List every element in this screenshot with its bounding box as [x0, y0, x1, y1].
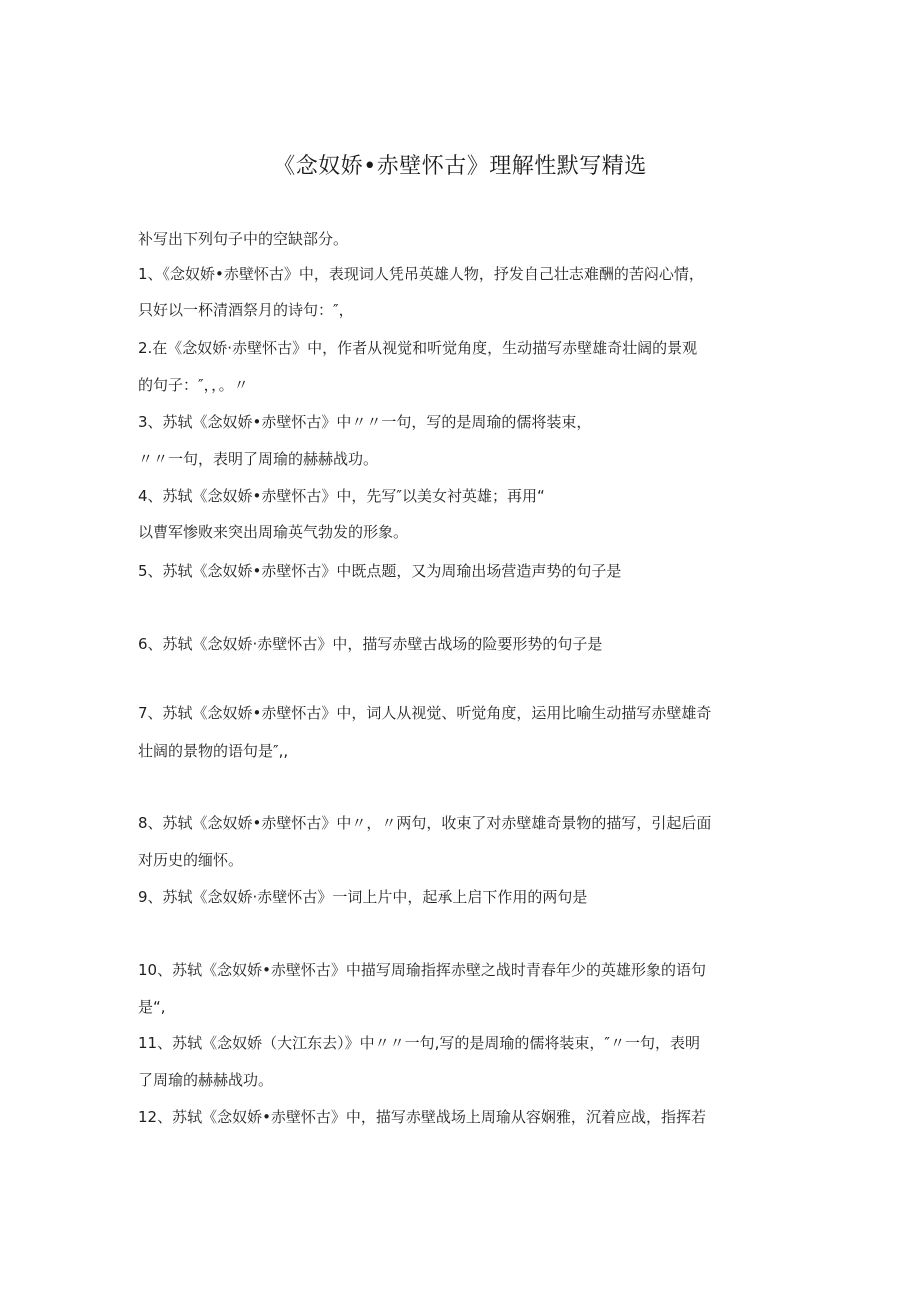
question-line: 是“, — [138, 998, 166, 1016]
question-line: 了周瑜的赫赫战功。 — [138, 1071, 274, 1089]
question-line: 以曹军惨败来突出周瑜英气勃发的形象。 — [138, 523, 409, 541]
question-line: 3、苏轼《念奴娇•赤壁怀古》中〃〃一句，写的是周瑜的儒将装束， — [138, 413, 592, 431]
question-line: 9、苏轼《念奴娇·赤壁怀古》一词上片中，起承上启下作用的两句是 — [138, 888, 588, 906]
question-line: 4、苏轼《念奴娇•赤壁怀古》中，先写″以美女衬英雄；再用“ — [138, 487, 545, 505]
question-line: 10、苏轼《念奴娇•赤壁怀古》中描写周瑜指挥赤壁之战时青春年少的英雄形象的语句 — [138, 961, 706, 979]
question-line: 8、苏轼《念奴娇•赤壁怀古》中〃，〃两句，收束了对赤壁雄奇景物的描写，引起后面 — [138, 814, 712, 832]
question-line: 12、苏轼《念奴娇•赤壁怀古》中，描写赤壁战场上周瑜从容娴雅，沉着应战，指挥若 — [138, 1108, 706, 1126]
question-line: 11、苏轼《念奴娇（大江东去）》中〃〃一句,写的是周瑜的儒将装束，″〃一句，表明 — [138, 1034, 700, 1052]
question-line: 1、《念奴娇•赤壁怀古》中，表现词人凭吊英雄人物，抒发自己壮志难酬的苦闷心情， — [138, 265, 704, 283]
question-line: 5、苏轼《念奴娇•赤壁怀古》中既点题，又为周瑜出场营造声势的句子是 — [138, 562, 622, 580]
question-line: 的句子：″，，。〃 — [138, 376, 249, 394]
question-line: 〃〃一句，表明了周瑜的赫赫战功。 — [138, 450, 379, 468]
question-line: 只好以一杯清酒祭月的诗句：″， — [138, 301, 354, 319]
intro-text: 补写出下列句子中的空缺部分。 — [138, 230, 349, 248]
question-line: 7、苏轼《念奴娇•赤壁怀古》中，词人从视觉、听觉角度，运用比喻生动描写赤壁雄奇 — [138, 704, 712, 722]
question-line: 对历史的缅怀。 — [138, 851, 244, 869]
question-line: 6、苏轼《念奴娇·赤壁怀古》中，描写赤壁古战场的险要形势的句子是 — [138, 635, 603, 653]
question-line: 2.在《念奴娇·赤壁怀古》中，作者从视觉和听觉角度，生动描写赤壁雄奇壮阔的景观 — [138, 339, 698, 357]
question-line: 壮阔的景物的语句是″,, — [138, 742, 289, 760]
document-title: 《念奴娇•赤壁怀古》理解性默写精选 — [273, 154, 647, 179]
